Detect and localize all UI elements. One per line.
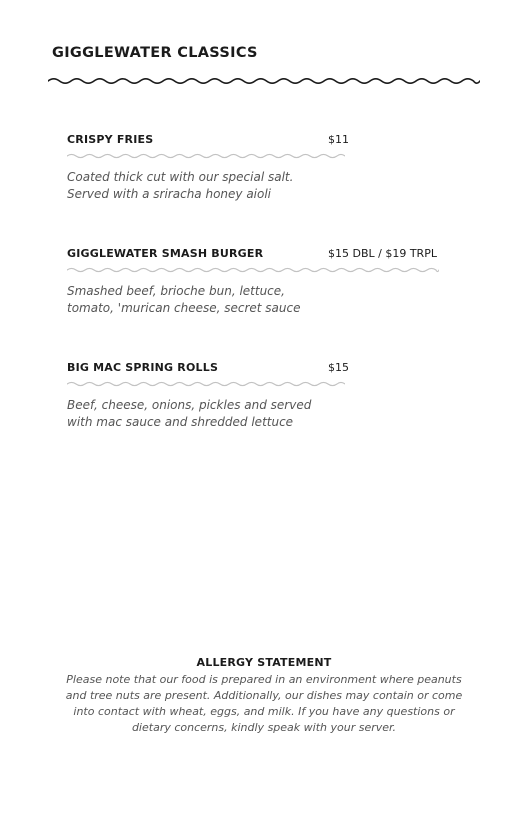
allergy-statement-line: and tree nuts are present. Additionally, our dishes may contain or come	[65, 689, 463, 702]
item-description-line: Served with a sriracha honey aioli	[67, 187, 272, 201]
item-wave-divider	[67, 379, 345, 389]
item-wave-divider	[67, 151, 345, 161]
allergy-statement-line: into contact with wheat, eggs, and milk. If you have any questions or	[73, 705, 455, 718]
item-price: $15	[328, 361, 349, 374]
item-description-line: tomato, 'murican cheese, secret sauce	[67, 301, 301, 315]
item-description-line: Coated thick cut with our special salt.	[67, 170, 294, 184]
allergy-statement-line: Please note that our food is prepared in an environment where peanuts	[66, 673, 462, 686]
item-description-line: with mac sauce and shredded lettuce	[67, 415, 294, 429]
allergy-statement-title: ALLERGY STATEMENT	[196, 656, 332, 669]
section-wave-divider	[48, 74, 480, 88]
item-description	[67, 169, 367, 203]
item-name: CRISPY FRIES	[67, 133, 154, 146]
item-name: BIG MAC SPRING ROLLS	[67, 361, 219, 374]
item-wave-divider	[67, 265, 439, 275]
allergy-statement-line: dietary concerns, kindly speak with your server.	[131, 721, 397, 734]
item-price: $15 DBL / $19 TRPL	[328, 247, 437, 260]
item-price: $11	[328, 133, 349, 146]
item-description	[67, 397, 367, 431]
allergy-statement	[60, 656, 468, 736]
item-name: GIGGLEWATER SMASH BURGER	[67, 247, 264, 260]
section-title: GIGGLEWATER CLASSICS	[52, 45, 258, 61]
item-description	[67, 283, 367, 317]
allergy-statement-text	[60, 672, 468, 736]
item-description-line: Beef, cheese, onions, pickles and served	[67, 398, 312, 412]
item-description-line: Smashed beef, brioche bun, lettuce,	[67, 284, 285, 298]
